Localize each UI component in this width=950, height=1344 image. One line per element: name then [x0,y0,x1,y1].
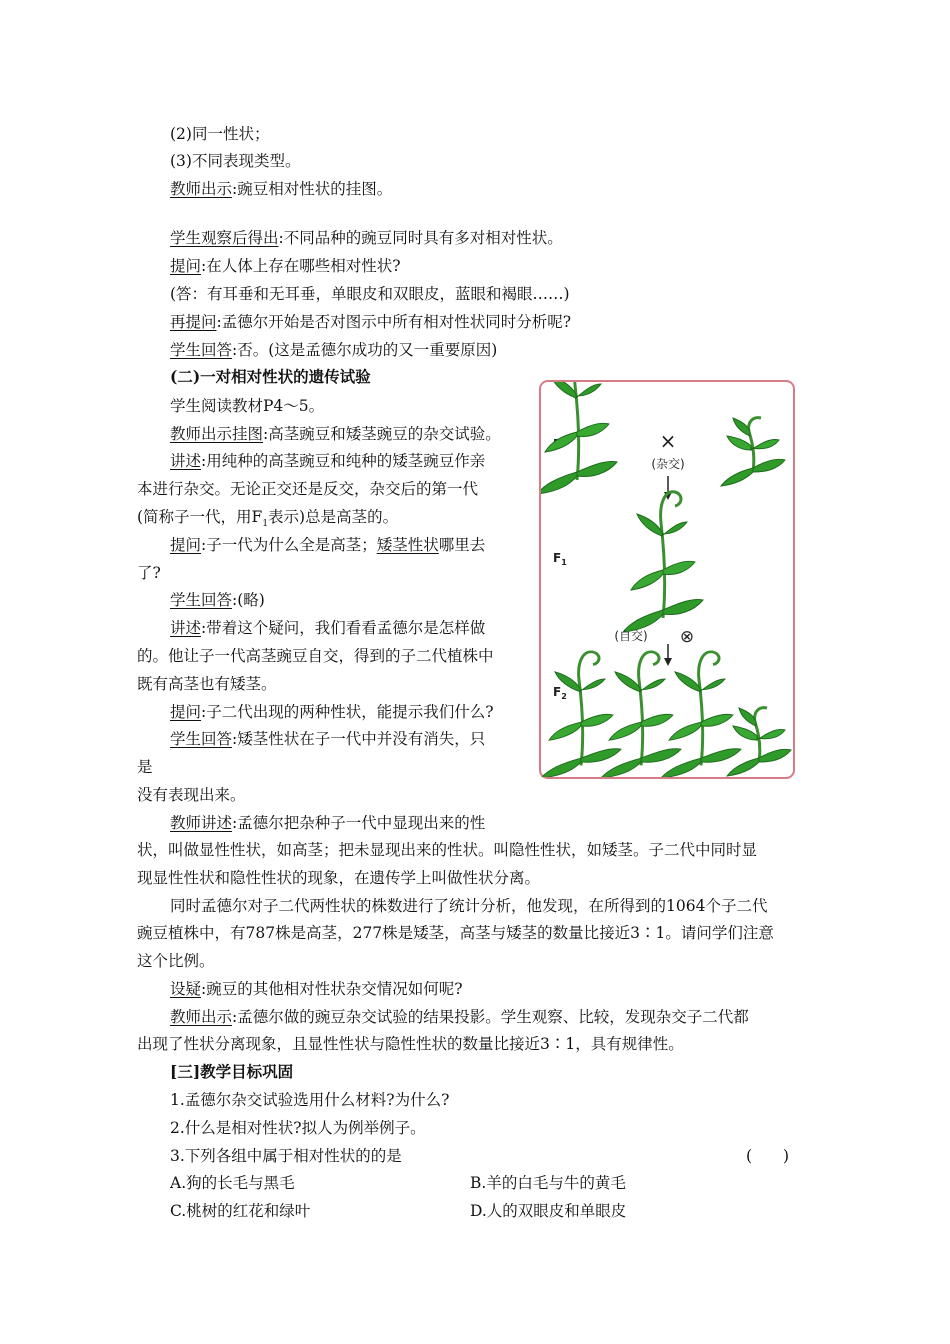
tall-plant-f2 [661,652,741,777]
pea-cross-figure [539,380,795,779]
dwarf-plant-f2 [727,708,791,776]
cross-symbol-icon: × [659,429,677,453]
line-text: :不同品种的豌豆同时具有多对相对性状。 [278,229,563,247]
speaker-label: 教师讲述 [170,814,233,832]
text-line [170,340,497,360]
speaker-label: 讲述 [170,452,202,470]
text-line: 出现了性状分离现象，且显性性状与隐性性状的数量比接近3∶1，具有规律性。 [137,1035,684,1053]
generation-label-f2: $F_2$ [553,685,567,701]
speaker-label: 讲述 [170,619,202,637]
text-line [170,228,563,248]
tall-plant-f2 [601,652,681,777]
text-line: (3)不同表现类型。 [170,152,301,170]
speaker-label: 学生观察后得出 [170,229,279,247]
question-item: 3.下列各组中属于相对性状的的是 [170,1147,402,1165]
text-line [170,702,494,722]
generation-label-f1: $F_1$ [553,551,567,567]
line-text: :孟德尔把杂种子一代中显现出来的性 [232,814,486,832]
option-d: D.人的双眼皮和单眼皮 [470,1202,627,1220]
text-line [170,312,571,332]
text-line: (答：有耳垂和无耳垂，单眼皮和双眼皮，蓝眼和褐眼……) [170,285,570,303]
line-text: (简称子一代，用F [137,508,263,526]
answer-bracket: ( ) [746,1147,790,1165]
dwarf-plant-p [721,418,785,486]
tall-plant-f2 [541,652,621,777]
text-line [170,729,485,749]
text-line: 的。他让子一代高茎豌豆自交，得到的子二代植株中 [137,647,494,665]
question-item: 1.孟德尔杂交试验选用什么材料?为什么? [170,1091,450,1109]
option-a: A.狗的长毛与黑毛 [170,1174,295,1192]
tall-plant-f1 [623,492,703,632]
speaker-label: 提问 [170,703,202,721]
text-line: 状，叫做显性性状，如高茎；把未显现出来的性状。叫隐性性状，如矮茎。子二代中同时显 [137,841,758,859]
line-text: 哪里去 [438,536,486,554]
text-line [170,424,501,444]
self-cross-symbol-icon: ⊗ [679,627,695,647]
speaker-label: 学生回答 [170,730,233,748]
cross-label: (杂交) [651,457,685,471]
text-line: 没有表现出来。 [137,786,246,804]
speaker-label: 学生回答 [170,591,233,609]
speaker-label: 教师出示挂图 [170,425,264,443]
section-heading: (二)一对相对性状的遗传试验 [170,367,371,386]
text-line: 学生阅读教材P4～5。 [170,397,325,415]
option-c: C.桃树的红花和绿叶 [170,1202,311,1220]
line-text: 表示)总是高茎的。 [268,508,399,526]
speaker-label: 提问 [170,257,202,275]
line-text: :矮茎性状在子一代中并没有消失，只 [232,730,486,748]
text-line [170,179,392,199]
text-line: 本进行杂交。无论正交还是反交，杂交后的第一代 [137,480,479,498]
section-heading: [三]教学目标巩固 [170,1062,294,1081]
text-line [170,618,485,638]
line-text: :否。(这是孟德尔成功的又一重要原因) [232,341,498,359]
text-line [170,813,485,833]
question-item: 2.什么是相对性状?拟人为例举例子。 [170,1119,426,1137]
line-text: :在人体上存在哪些相对性状? [201,257,401,275]
speaker-label: 再提问 [170,313,217,331]
text-line [170,1007,749,1027]
text-line [170,590,265,610]
text-line: 是 [137,758,153,776]
pea-cross-diagram [541,382,793,777]
text-line: 现显性性状和隐性性状的现象，在遗传学上叫做性状分离。 [137,869,541,887]
line-text: :豌豆相对性状的挂图。 [232,180,393,198]
subscript: 1 [262,519,269,530]
line-text: :子一代为什么全是高茎； [201,536,377,554]
text-line [170,256,401,276]
text-line [170,451,485,471]
term-label: 矮茎性状 [376,536,439,554]
speaker-label: 提问 [170,536,202,554]
line-text: :豌豆的其他相对性状杂交情况如何呢? [201,980,463,998]
line-text: :子二代出现的两种性状，能提示我们什么? [201,703,494,721]
self-label: (自交) [614,629,648,643]
text-line: 同时孟德尔对子二代两性状的株数进行了统计分析，他发现，在所得到的1064个子二代 [170,897,768,915]
speaker-label: 学生回答 [170,341,233,359]
arrowhead-icon [664,658,672,666]
line-text: :带着这个疑问，我们看看孟德尔是怎样做 [201,619,486,637]
line-text: :孟德尔做的豌豆杂交试验的结果投影。学生观察、比较，发现杂交子二代都 [232,1008,749,1026]
speaker-label: 教师出示 [170,180,233,198]
line-text: :(略) [232,591,265,609]
line-text: :高茎豌豆和矮茎豌豆的杂交试验。 [263,425,501,443]
speaker-label: 设疑 [170,980,202,998]
text-line [170,979,463,999]
text-line: (2)同一性状； [170,125,270,143]
option-b: B.羊的白毛与牛的黄毛 [470,1174,626,1192]
text-line [170,535,485,555]
text-line: 豌豆植株中，有787株是高茎，277株是矮茎，高茎与矮茎的数量比接近3∶1。请问学们注意 [137,924,774,942]
text-line: 了? [137,564,161,582]
speaker-label: 教师出示 [170,1008,233,1026]
line-text: :用纯种的高茎豌豆和纯种的矮茎豌豆作亲 [201,452,486,470]
text-line: 既有高茎也有矮茎。 [137,675,277,693]
line-text: :孟德尔开始是否对图示中所有相对性状同时分析呢? [216,313,572,331]
text-line [137,507,398,534]
text-line: 这个比例。 [137,952,215,970]
